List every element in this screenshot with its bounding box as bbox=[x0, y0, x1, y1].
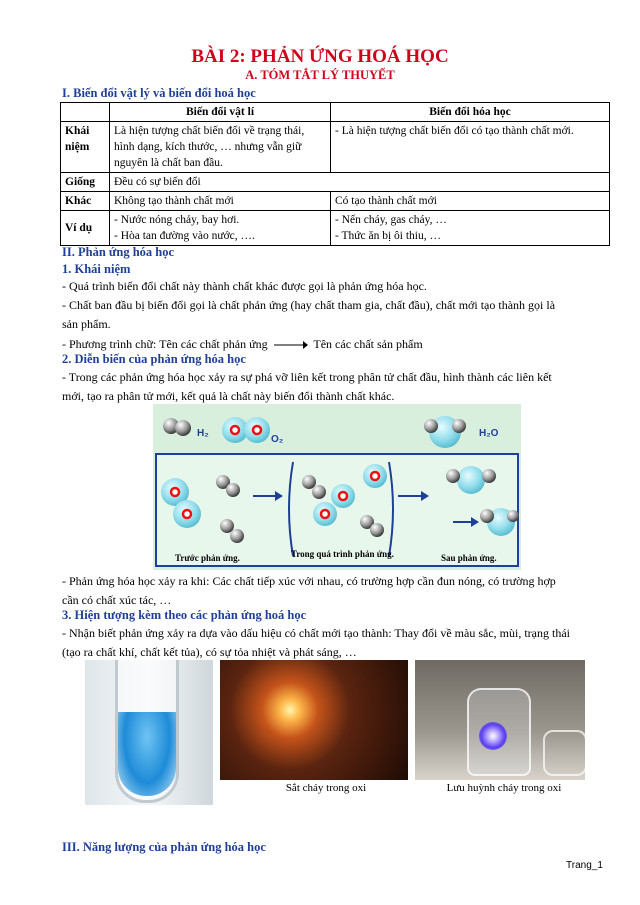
during-label: Trong quá trình phản ứng. bbox=[291, 549, 394, 559]
equation-right: Tên các chất sản phẩm bbox=[313, 337, 423, 351]
table-row bbox=[61, 122, 610, 173]
paragraph: - Quá trình biến đổi chất này thành chất khác được gọi là phản ứng hóa học. bbox=[62, 279, 427, 293]
o2-label: O₂ bbox=[271, 434, 284, 445]
row-label: Ví dụ bbox=[61, 211, 110, 246]
h2o-label: H₂O bbox=[479, 428, 499, 439]
page-number: Trang_1 bbox=[566, 860, 603, 871]
table-header-cell: Biến đổi hóa học bbox=[331, 103, 610, 122]
table-cell: Đều có sự biến đổi bbox=[110, 173, 610, 192]
blue-flame-icon bbox=[479, 722, 507, 750]
caption-sulfur-text: Lưu huỳnh cháy trong oxi bbox=[446, 782, 562, 794]
table-cell: - Là hiện tượng chất biến đổi có tạo thành chất mới. bbox=[331, 122, 610, 173]
equation-left: - Phương trình chữ: Tên các chất phản ứng bbox=[62, 337, 268, 351]
table-header-row bbox=[61, 103, 610, 122]
sub3-heading: 3. Hiện tượng kèm theo các phản ứng hoá học bbox=[62, 608, 307, 622]
test-tube-photo bbox=[85, 660, 213, 805]
sub2-heading: 2. Diễn biến của phản ứng hóa học bbox=[62, 352, 246, 366]
table-cell: Có tạo thành chất mới bbox=[331, 192, 610, 211]
example-line: - Hòa tan đường vào nước, …. bbox=[114, 230, 255, 242]
comparison-table bbox=[60, 102, 610, 246]
section1-heading: I. Biến đổi vật lý và biến đổi hoá học bbox=[62, 86, 256, 100]
reaction-diagram bbox=[153, 404, 521, 570]
paragraph: mới, tạo ra phân tử mới, kết quả là chất này biến đổi thành chất khác. bbox=[62, 389, 395, 403]
example-line: - Nến cháy, gas cháy, … bbox=[335, 214, 447, 226]
table-cell bbox=[110, 211, 331, 246]
glass-icon bbox=[543, 730, 585, 776]
h2-label: H₂ bbox=[197, 428, 209, 439]
sub1-heading: 1. Khái niệm bbox=[62, 262, 131, 276]
table-cell bbox=[331, 211, 610, 246]
paragraph: sản phẩm. bbox=[62, 317, 111, 331]
iron-burning-photo bbox=[220, 660, 408, 805]
table-header-cell: Biến đổi vật lí bbox=[110, 103, 331, 122]
page-subtitle: A. TÓM TẮT LÝ THUYẾT bbox=[245, 68, 395, 82]
table-cell: Là hiện tượng chất biến đổi về trạng thái, hình dạng, kích thước, … nhưng vẫn giữ nguyên là chất ban đầu. bbox=[110, 122, 331, 173]
table-row bbox=[61, 211, 610, 246]
before-label: Trước phản ứng. bbox=[175, 553, 240, 563]
paragraph: - Chất ban đầu bị biến đổi gọi là chất phản ứng (hay chất tham gia, chất đầu), chất mới tạo thành gọi là bbox=[62, 298, 556, 312]
paragraph: - Trong các phản ứng hóa học xảy ra sự phá vỡ liên kết trong phân tử chất đầu, hình thành các liên kết bbox=[62, 370, 552, 384]
flame-glow-icon bbox=[220, 660, 408, 780]
section2-heading: II. Phản ứng hóa học bbox=[62, 245, 175, 259]
example-line: - Thức ăn bị ôi thiu, … bbox=[335, 230, 441, 242]
section3-heading: III. Năng lượng của phản ứng hóa học bbox=[62, 840, 266, 854]
paragraph: - Nhận biết phản ứng xảy ra dựa vào dấu hiệu có chất mới tạo thành: Thay đổi về màu sắc, mùi, trạng thái bbox=[62, 626, 570, 640]
paragraph: cần có chất xúc tác, … bbox=[62, 593, 172, 607]
table-row bbox=[61, 173, 610, 192]
paragraph: (tạo ra chất khí, chất kết tủa), có sự tỏa nhiệt và phát sáng, … bbox=[62, 645, 357, 659]
paragraph: - Phản ứng hóa học xảy ra khi: Các chất tiếp xúc với nhau, có trường hợp cần đun nóng, có trường hợp bbox=[62, 574, 556, 588]
caption-sulfur bbox=[423, 778, 585, 796]
caption-iron bbox=[244, 778, 408, 796]
table-row bbox=[61, 192, 610, 211]
row-label: Khác bbox=[61, 192, 110, 211]
table-cell: Không tạo thành chất mới bbox=[110, 192, 331, 211]
after-label: Sau phản ứng. bbox=[441, 553, 497, 563]
arrow-right-icon bbox=[274, 340, 308, 350]
blue-precipitate-icon bbox=[118, 712, 176, 796]
page-title: BÀI 2: PHẢN ỨNG HOÁ HỌC bbox=[191, 46, 449, 67]
table-header-cell bbox=[61, 103, 110, 122]
sulfur-burning-photo bbox=[415, 660, 585, 805]
example-line: - Nước nóng chảy, bay hơi. bbox=[114, 214, 240, 226]
row-label: Khái niệm bbox=[61, 122, 110, 173]
caption-iron-text: Sắt cháy trong oxi bbox=[285, 782, 367, 794]
row-label: Giống bbox=[61, 173, 110, 192]
